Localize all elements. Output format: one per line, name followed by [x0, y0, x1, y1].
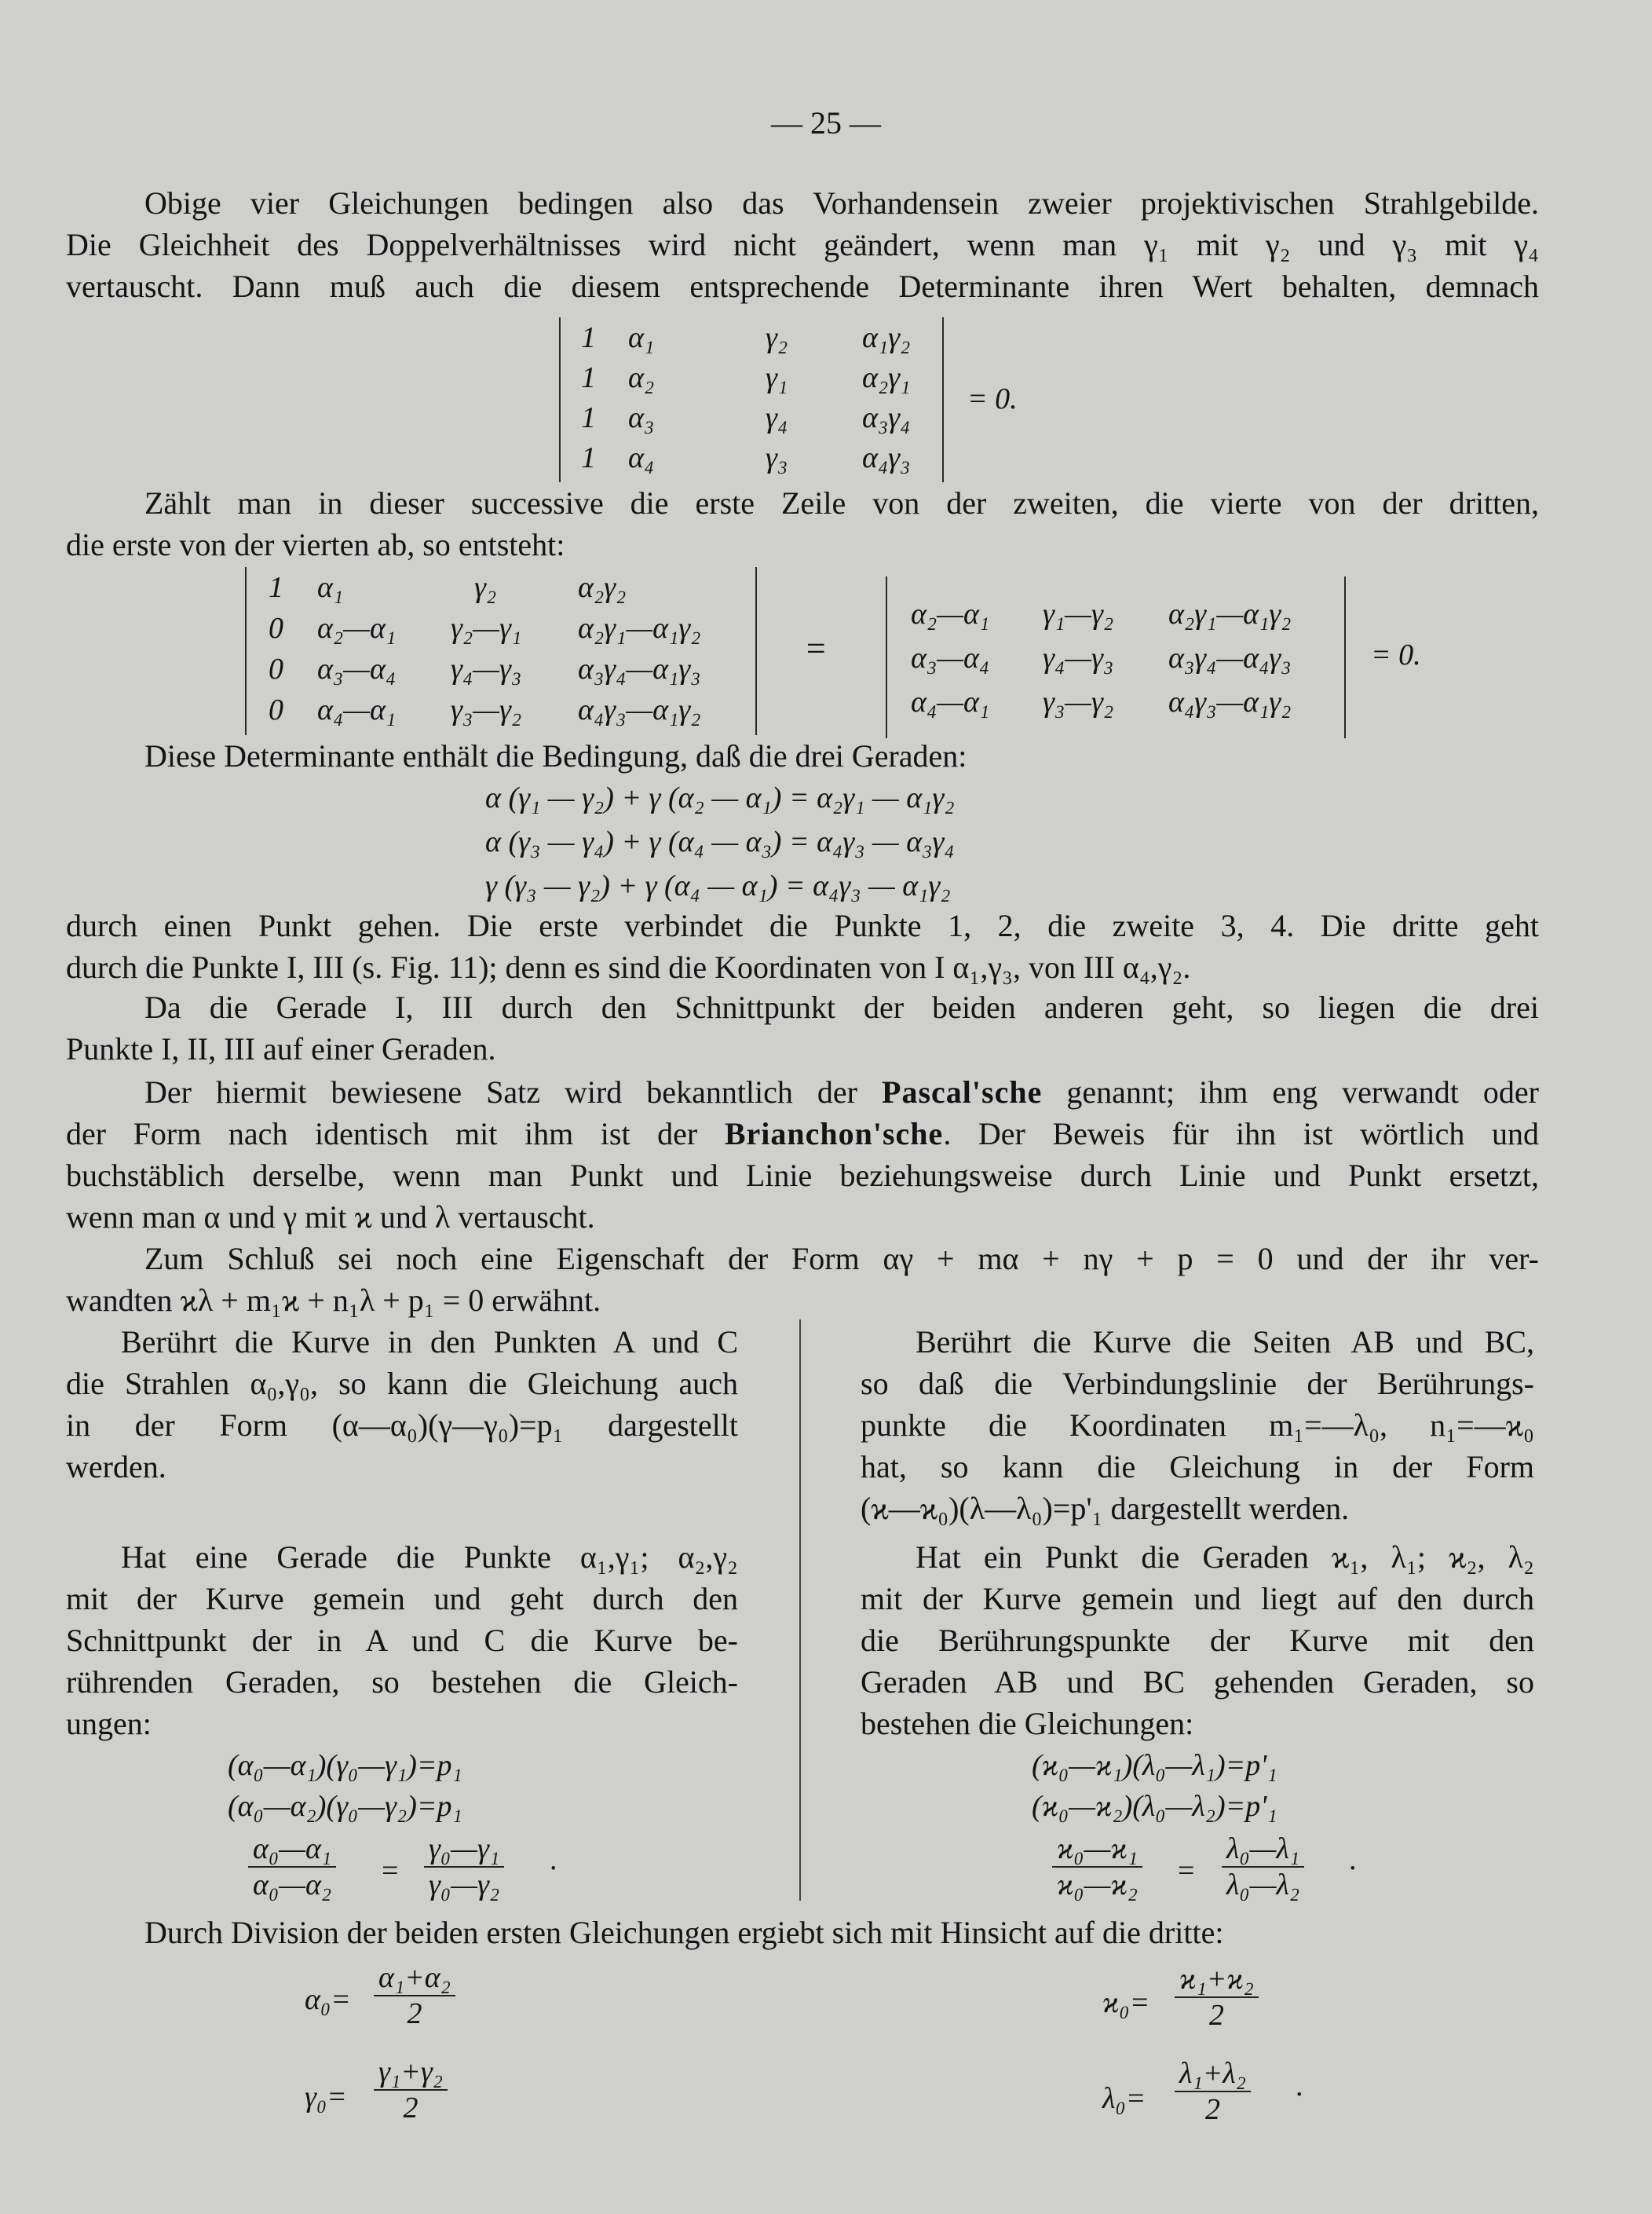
gamma-zero-lhs: γ₀=: [305, 2080, 347, 2113]
det1-cell: 1: [581, 401, 596, 434]
det1-cell: γ₁: [766, 361, 788, 394]
brianchon-name: Brianchon'sche: [724, 1116, 944, 1151]
right-eq-2: (ϰ₀—ϰ₂)(λ₀—λ₂)=p'₁: [1032, 1790, 1277, 1823]
fraction-numerator: γ₁+γ₂: [374, 2055, 448, 2091]
right-column-p2: [861, 1536, 1534, 1744]
condition-line: Diese Determinante enthält die Bedingung, daß die drei Geraden:: [144, 738, 967, 774]
right-p1-line: so daß die Verbindungslinie der Berührungs-: [861, 1366, 1534, 1401]
fraction-denominator: γ₀—γ₂: [429, 1868, 500, 1901]
right-p2-line: Hat ein Punkt die Geraden ϰ₁, λ₁; ϰ₂, λ₂: [916, 1539, 1534, 1575]
final-period: .: [1296, 2069, 1303, 2102]
fraction-denominator: 2: [1208, 1999, 1224, 2032]
det2-cell: γ₂: [474, 571, 497, 604]
right-column-p1: [861, 1321, 1534, 1529]
equation-1: α (γ₁ — γ₂) + γ (α₂ — α₁) = α₂γ₁ — α₁γ₂: [485, 781, 955, 814]
right-p1-line: punkte die Koordinaten m₁=—λ₀, n₁=—ϰ₀: [861, 1407, 1534, 1443]
fraction-numerator: λ₁+λ₂: [1175, 2056, 1251, 2092]
gamma-zero-fraction: [374, 2055, 448, 2125]
left-fraction-gamma: [424, 1832, 504, 1902]
det2-equals-sign: =: [804, 629, 828, 668]
lambda-zero-fraction: [1175, 2056, 1251, 2127]
fraction-denominator: ϰ₀—ϰ₂: [1057, 1868, 1138, 1901]
equation-2: α (γ₃ — γ₄) + γ (α₄ — α₃) = α₄γ₃ — α₃γ₄: [485, 825, 955, 858]
left-p1-line: in der Form (α—α₀)(γ—γ₀)=p₁ dargestellt: [66, 1407, 738, 1443]
subtract-line-2: die erste von der vierten ab, so entsteht:: [66, 527, 565, 562]
fraction-numerator: λ₀—λ₁: [1222, 1832, 1304, 1868]
right-fraction-equals: =: [1178, 1854, 1195, 1887]
fraction-numerator: α₁+α₂: [374, 1960, 455, 1996]
right-eq-1: (ϰ₀—ϰ₁)(λ₀—λ₁)=p'₁: [1032, 1749, 1277, 1782]
right-p1-line: hat, so kann die Gleichung in der Form: [861, 1449, 1534, 1484]
det3-cell: γ₄—γ₃: [1043, 642, 1114, 675]
det1-cell: γ₂: [766, 321, 788, 354]
det3-cell: α₂—α₁: [911, 598, 990, 631]
det2-right-bar: [755, 567, 757, 735]
det2-cell: α₄—α₁: [317, 693, 397, 726]
fraction-numerator: ϰ₀—ϰ₁: [1052, 1832, 1142, 1868]
left-p1-line: Berührt die Kurve in den Punkten A und C: [121, 1324, 738, 1360]
det1-equals: = 0.: [967, 382, 1018, 415]
kappa-zero-lhs: ϰ₀=: [1102, 1986, 1150, 2019]
det1-cell: 1: [581, 361, 596, 394]
left-p2-line: Schnittpunkt der in A und C die Kurve be-: [66, 1623, 738, 1658]
det2-cell: α₄γ₃—α₁γ₂: [578, 693, 701, 726]
det1-right-bar: [942, 317, 944, 482]
det2-cell: γ₄—γ₃: [451, 653, 522, 686]
column-divider: [799, 1319, 801, 1901]
right-p2-line: bestehen die Gleichungen:: [861, 1706, 1194, 1741]
left-p2-line: ungen:: [66, 1706, 152, 1741]
left-fraction-equals: =: [382, 1854, 399, 1887]
det1-cell: α₃γ₄: [862, 401, 911, 434]
kappa-zero-fraction: [1175, 1962, 1259, 2033]
det3-cell: α₂γ₁—α₁γ₂: [1168, 598, 1292, 631]
right-fraction-kappa: [1052, 1832, 1142, 1902]
det1-cell: γ₃: [766, 441, 788, 474]
left-eq-1: (α₀—α₁)(γ₀—γ₁)=p₁: [228, 1749, 462, 1782]
left-p2-line: mit der Kurve gemein und geht durch den: [66, 1581, 738, 1616]
intro-line-1: Obige vier Gleichungen bedingen also das Vorhandensein zweier projektivischen Strahlgebilde.: [144, 185, 1539, 221]
fraction-denominator: λ₀—λ₂: [1226, 1868, 1300, 1901]
fraction-denominator: 2: [1204, 2093, 1220, 2126]
conclusion-paragraph: [66, 1238, 1539, 1321]
right-p2-line: Geraden AB und BC gehenden Geraden, so: [861, 1664, 1534, 1700]
det2-cell: α₂—α₁: [317, 612, 397, 645]
pascal-line-2: der Form nach identisch mit ihm ist der Brianchon'sche. Der Beweis für ihn ist wörtlich und: [66, 1116, 1540, 1151]
right-p1-line: (ϰ—ϰ₀)(λ—λ₀)=p'₁ dargestellt werden.: [861, 1491, 1350, 1526]
left-eq-2: (α₀—α₂)(γ₀—γ₂)=p₁: [228, 1790, 462, 1823]
det2-cell: 1: [269, 571, 283, 604]
left-column-p2: [66, 1536, 738, 1744]
intro-line-3: vertauscht. Dann muß auch die diesem entsprechende Determinante ihren Wert behalten, demnach: [66, 269, 1539, 304]
det1-cell: 1: [581, 441, 596, 474]
since-line-2: Punkte I, II, III auf einer Geraden.: [66, 1031, 496, 1067]
left-fraction-alpha: [248, 1832, 336, 1902]
det3-cell: γ₃—γ₂: [1043, 686, 1114, 719]
det2-cell: 0: [269, 653, 283, 686]
through-line-1: durch einen Punkt gehen. Die erste verbindet die Punkte 1, 2, die zweite 3, 4. Die dritte geht: [66, 908, 1539, 943]
left-p1-line: werden.: [66, 1449, 166, 1484]
det1-cell: α₂: [628, 361, 655, 394]
fraction-numerator: α₀—α₁: [248, 1832, 336, 1868]
fraction-denominator: 2: [403, 2091, 418, 2124]
left-fraction-period: .: [550, 1843, 557, 1876]
det2-cell: α₂γ₂: [578, 571, 627, 604]
right-p1-line: Berührt die Kurve die Seiten AB und BC,: [916, 1324, 1534, 1360]
det3-cell: α₄—α₁: [911, 686, 990, 719]
subtract-line-1: Zählt man in dieser successive die erste Zeile von der zweiten, die vierte von der dritten,: [144, 485, 1539, 521]
det3-left-bar: [886, 576, 887, 738]
det2-cell: γ₂—γ₁: [451, 612, 522, 645]
fraction-numerator: γ₀—γ₁: [424, 1832, 504, 1868]
det1-cell: α₁γ₂: [862, 321, 911, 354]
division-line: Durch Division der beiden ersten Gleichungen ergiebt sich mit Hinsicht auf die dritte:: [144, 1915, 1224, 1950]
pascal-paragraph: [66, 1071, 1539, 1238]
division-paragraph: [66, 1912, 1539, 1953]
det2-cell: α₂γ₁—α₁γ₂: [578, 612, 701, 645]
left-p2-line: rührenden Geraden, so bestehen die Gleich-: [66, 1664, 738, 1700]
left-p2-line: Hat eine Gerade die Punkte α₁,γ₁; α₂,γ₂: [121, 1539, 738, 1575]
through-paragraph: [66, 905, 1539, 988]
det2-cell: γ₃—γ₂: [451, 693, 522, 726]
det3-right-bar: [1344, 576, 1346, 738]
det1-cell: α₃: [628, 401, 655, 434]
det3-cell: γ₁—γ₂: [1043, 598, 1114, 631]
det2-cell: α₃γ₄—α₁γ₃: [578, 653, 701, 686]
since-paragraph: [66, 986, 1539, 1070]
through-line-2: durch die Punkte I, III (s. Fig. 11); denn es sind die Koordinaten von I α₁,γ₃, von III α₄,γ₂.: [66, 950, 1191, 985]
pascal-line-3: buchstäblich derselbe, wenn man Punkt und Linie beziehungsweise durch Linie und Punkt ersetzt,: [66, 1158, 1539, 1193]
subtract-paragraph: [66, 482, 1539, 565]
pascal-name: Pascal'sche: [882, 1074, 1043, 1110]
right-p2-line: die Berührungspunkte der Kurve mit den: [861, 1623, 1534, 1658]
left-column-p1: [66, 1321, 738, 1488]
left-p1-line: die Strahlen α₀,γ₀, so kann die Gleichung auch: [66, 1366, 738, 1401]
det1-cell: α₂γ₁: [862, 361, 911, 394]
pascal-line-1: Der hiermit bewiesene Satz wird bekanntlich der Pascal'sche genannt; ihm eng verwandt oder: [144, 1074, 1539, 1110]
det3-cell: α₃γ₄—α₄γ₃: [1168, 642, 1292, 675]
since-line-1: Da die Gerade I, III durch den Schnittpunkt der beiden anderen geht, so liegen die drei: [144, 990, 1539, 1025]
alpha-zero-lhs: α₀=: [305, 1983, 351, 2016]
det3-cell: α₃—α₄: [911, 642, 990, 675]
right-fraction-lambda: [1222, 1832, 1304, 1902]
det3-equals: = 0.: [1371, 639, 1421, 672]
det2-cell: α₃—α₄: [317, 653, 397, 686]
det1-left-bar: [559, 317, 561, 482]
right-fraction-period: .: [1349, 1843, 1357, 1876]
intro-paragraph: [66, 182, 1539, 307]
intro-line-2: Die Gleichheit des Doppelverhältnisses wird nicht geändert, wenn man γ₁ mit γ₂ und γ₃ mit γ₄: [66, 227, 1539, 262]
det1-cell: 1: [581, 321, 596, 354]
det2-cell: α₁: [317, 571, 344, 604]
pascal-line-4: wenn man α und γ mit ϰ und λ vertauscht.: [66, 1199, 595, 1235]
right-p2-line: mit der Kurve gemein und liegt auf den durch: [861, 1581, 1534, 1616]
det3-cell: α₄γ₃—α₁γ₂: [1168, 686, 1292, 719]
fraction-denominator: 2: [407, 1997, 422, 2030]
fraction-numerator: ϰ₁+ϰ₂: [1175, 1962, 1259, 1998]
det2-cell: 0: [269, 693, 283, 726]
det1-cell: α₁: [628, 321, 655, 354]
fraction-denominator: α₀—α₂: [253, 1868, 332, 1901]
det1-cell: α₄γ₃: [862, 441, 911, 474]
conclusion-line-1: Zum Schluß sei noch eine Eigenschaft der Form αγ + mα + nγ + p = 0 und der ihr ver-: [144, 1241, 1539, 1276]
equation-3: γ (γ₃ — γ₂) + γ (α₄ — α₁) = α₄γ₃ — α₁γ₂: [485, 869, 951, 902]
det2-cell: 0: [269, 612, 283, 645]
lambda-zero-lhs: λ₀=: [1102, 2082, 1146, 2115]
det2-left-bar: [245, 567, 247, 735]
det1-cell: γ₄: [766, 401, 788, 434]
page-number: — 25 —: [771, 105, 881, 141]
conclusion-line-2: wandten ϰλ + m₁ϰ + n₁λ + p₁ = 0 erwähnt.: [66, 1283, 601, 1318]
alpha-zero-fraction: [374, 1960, 455, 2031]
det1-cell: α₄: [628, 441, 655, 474]
